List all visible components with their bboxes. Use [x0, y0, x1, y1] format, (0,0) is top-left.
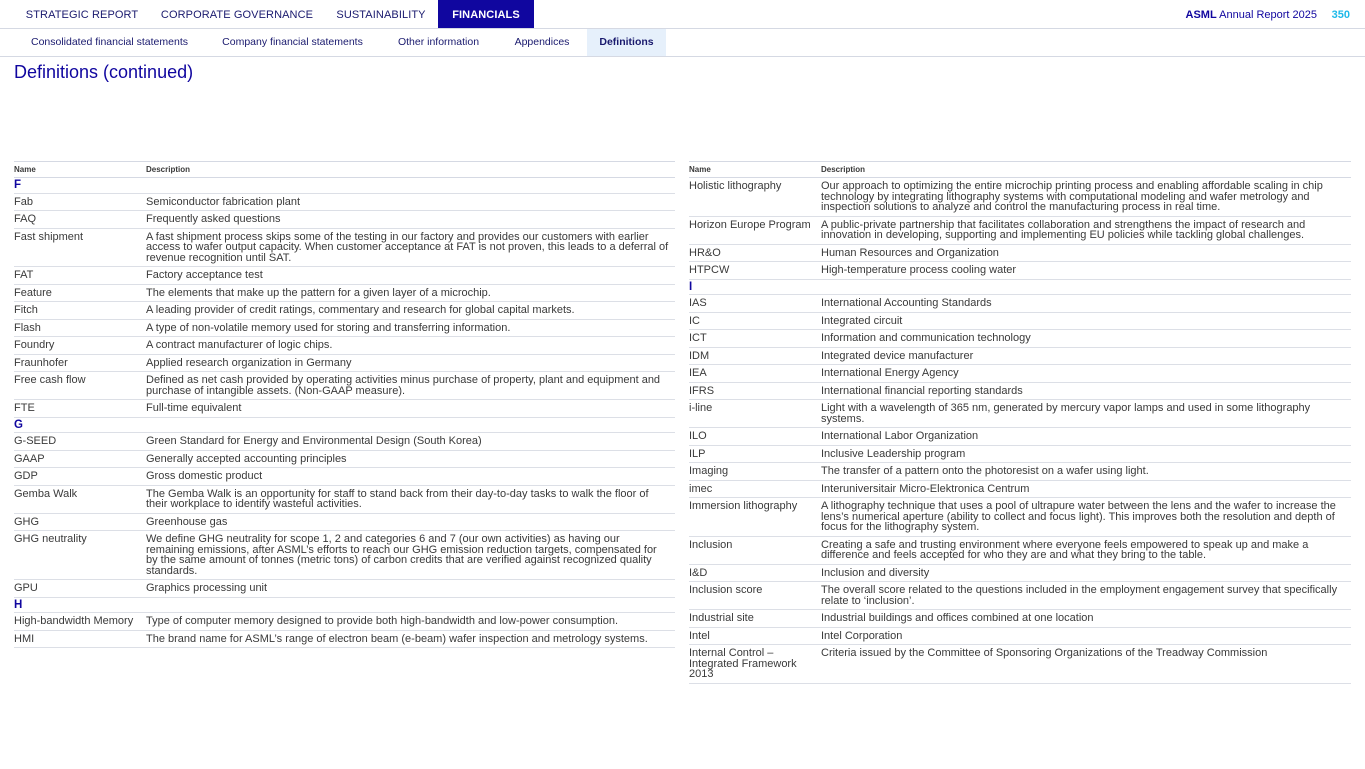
table-row	[14, 450, 675, 468]
term-name: HR&O	[689, 244, 821, 262]
table-header-row	[689, 162, 1351, 178]
term-name: Fab	[14, 193, 146, 211]
table-row	[689, 480, 1351, 498]
section-letter: G	[14, 417, 675, 433]
section-letter-row	[689, 279, 1351, 295]
term-name: IFRS	[689, 382, 821, 400]
term-description: Full-time equivalent	[146, 400, 675, 418]
term-name: Holistic lithography	[689, 178, 821, 217]
term-description: Inclusion and diversity	[821, 564, 1351, 582]
term-description: Criteria issued by the Committee of Sponsoring Organizations of the Treadway Commission	[821, 645, 1351, 684]
term-description: Factory acceptance test	[146, 267, 675, 285]
table-row	[689, 627, 1351, 645]
term-name: GHG neutrality	[14, 531, 146, 580]
table-row	[689, 536, 1351, 564]
term-description: Human Resources and Organization	[821, 244, 1351, 262]
table-row	[14, 468, 675, 486]
brand-name: ASML	[1185, 9, 1217, 21]
column-header-description: Description	[821, 162, 1351, 178]
subtab-definitions[interactable]: Definitions	[587, 29, 666, 56]
table-row	[689, 400, 1351, 428]
term-description: A contract manufacturer of logic chips.	[146, 337, 675, 355]
table-row	[689, 330, 1351, 348]
term-name: FAT	[14, 267, 146, 285]
table-row	[689, 365, 1351, 383]
table-row	[689, 645, 1351, 684]
term-description: Gross domestic product	[146, 468, 675, 486]
table-row	[689, 347, 1351, 365]
table-row	[689, 295, 1351, 313]
term-name: Feature	[14, 284, 146, 302]
table-row	[14, 302, 675, 320]
section-letter: H	[14, 597, 675, 613]
table-row	[14, 485, 675, 513]
term-name: Inclusion	[689, 536, 821, 564]
term-name: ILO	[689, 428, 821, 446]
term-name: Intel	[689, 627, 821, 645]
column-header-name: Name	[14, 162, 146, 178]
term-description: A leading provider of credit ratings, commentary and research for global capital markets.	[146, 302, 675, 320]
table-row	[14, 319, 675, 337]
table-row	[689, 610, 1351, 628]
table-row	[689, 382, 1351, 400]
term-description: A public-private partnership that facilitates collaboration and strengthens the impact of research and innovation in developing, supporting and implementing EU policies while tackling global challenges.	[821, 216, 1351, 244]
table-row	[14, 267, 675, 285]
table-row	[689, 262, 1351, 280]
subtab-appendices[interactable]: Appendices	[514, 36, 570, 48]
term-name: G-SEED	[14, 433, 146, 451]
term-description: The transfer of a pattern onto the photoresist on a wafer using light.	[821, 463, 1351, 481]
definitions-table-right	[689, 161, 1351, 684]
term-description: Creating a safe and trusting environment where everyone feels empowered to speak up and make a difference and feels accepted for who they are and what they bring to the table.	[821, 536, 1351, 564]
term-description: Our approach to optimizing the entire microchip printing process and enabling affordable scaling in chip technology by integrating lithography systems with computational modeling and wafer metrology and inspection solutions to analyze and control the manufacturing process in real time.	[821, 178, 1351, 217]
term-description: Type of computer memory designed to provide both high-bandwidth and low-power consumption.	[146, 613, 675, 631]
term-name: Industrial site	[689, 610, 821, 628]
term-name: Internal Control – Integrated Framework 2013	[689, 645, 821, 684]
section-letter-row	[14, 178, 675, 194]
tab-sustainability[interactable]: SUSTAINABILITY	[336, 9, 426, 21]
term-name: High-bandwidth Memory	[14, 613, 146, 631]
term-name: IC	[689, 312, 821, 330]
term-name: Imaging	[689, 463, 821, 481]
tab-financials[interactable]: FINANCIALS	[438, 0, 534, 28]
subtab-other-information[interactable]: Other information	[397, 36, 480, 48]
term-name: Fitch	[14, 302, 146, 320]
term-description: Industrial buildings and offices combined at one location	[821, 610, 1351, 628]
term-description: The Gemba Walk is an opportunity for staff to stand back from their day-to-day tasks to walk the floor of their workplace to identify wasteful activities.	[146, 485, 675, 513]
table-row	[14, 284, 675, 302]
term-name: ICT	[689, 330, 821, 348]
term-name: Horizon Europe Program	[689, 216, 821, 244]
table-row	[14, 228, 675, 267]
term-name: i-line	[689, 400, 821, 428]
tab-corporate-governance[interactable]: CORPORATE GOVERNANCE	[160, 9, 314, 21]
term-description: The elements that make up the pattern for a given layer of a microchip.	[146, 284, 675, 302]
term-description: A fast shipment process skips some of the testing in our factory and provides our customers with earlier access to wafer output capacity. When customer acceptance at FAT is not proven, this leads to a deferral of revenue recognition until SAT.	[146, 228, 675, 267]
term-name: Fast shipment	[14, 228, 146, 267]
definitions-table-left	[14, 161, 675, 648]
term-description: Integrated circuit	[821, 312, 1351, 330]
term-description: International financial reporting standards	[821, 382, 1351, 400]
term-name: IEA	[689, 365, 821, 383]
page-title: Definitions (continued)	[14, 62, 194, 82]
term-description: Generally accepted accounting principles	[146, 450, 675, 468]
table-header-row	[14, 162, 675, 178]
section-letter: F	[14, 178, 675, 194]
table-row	[14, 630, 675, 648]
term-name: Fraunhofer	[14, 354, 146, 372]
table-row	[689, 428, 1351, 446]
term-description: Applied research organization in Germany	[146, 354, 675, 372]
term-description: International Energy Agency	[821, 365, 1351, 383]
term-name: imec	[689, 480, 821, 498]
table-row	[689, 244, 1351, 262]
term-name: I&D	[689, 564, 821, 582]
term-description: A lithography technique that uses a pool of ultrapure water between the lens and the wafer to increase the lens’s numerical aperture (ability to collect and focus light). This improves both the resolution and depth of focus for the lithography system.	[821, 498, 1351, 537]
table-row	[689, 445, 1351, 463]
term-description: Green Standard for Energy and Environmental Design (South Korea)	[146, 433, 675, 451]
term-name: FTE	[14, 400, 146, 418]
table-row	[689, 312, 1351, 330]
term-description: Interuniversitair Micro-Elektronica Centrum	[821, 480, 1351, 498]
column-header-description: Description	[146, 162, 675, 178]
table-row	[14, 337, 675, 355]
term-name: ILP	[689, 445, 821, 463]
term-description: High-temperature process cooling water	[821, 262, 1351, 280]
term-description: Inclusive Leadership program	[821, 445, 1351, 463]
term-name: FAQ	[14, 211, 146, 229]
table-row	[689, 463, 1351, 481]
sub-navigation	[0, 29, 1365, 57]
report-title: Annual Report 2025	[1219, 9, 1317, 21]
section-letter: I	[689, 279, 1351, 295]
term-description: The overall score related to the questions included in the employment engagement survey that specifically relate to ‘inclusion’.	[821, 582, 1351, 610]
section-letter-row	[14, 417, 675, 433]
term-name: Inclusion score	[689, 582, 821, 610]
term-description: The brand name for ASML’s range of electron beam (e-beam) wafer inspection and metrology systems.	[146, 630, 675, 648]
term-name: GPU	[14, 580, 146, 598]
table-row	[14, 613, 675, 631]
term-description: Frequently asked questions	[146, 211, 675, 229]
table-row	[689, 178, 1351, 217]
table-row	[689, 582, 1351, 610]
term-description: Intel Corporation	[821, 627, 1351, 645]
term-name: Flash	[14, 319, 146, 337]
term-description: International Accounting Standards	[821, 295, 1351, 313]
term-name: GHG	[14, 513, 146, 531]
table-row	[689, 498, 1351, 537]
table-row	[14, 211, 675, 229]
column-header-name: Name	[689, 162, 821, 178]
term-description: Defined as net cash provided by operating activities minus purchase of property, plant and equipment and purchase of intangible assets. (Non-GAAP measure).	[146, 372, 675, 400]
subtab-consolidated-financial-statements[interactable]: Consolidated financial statements	[30, 36, 188, 48]
page-number: 350	[1331, 9, 1350, 21]
term-name: Gemba Walk	[14, 485, 146, 513]
top-navigation	[0, 0, 1365, 29]
term-name: HTPCW	[689, 262, 821, 280]
section-letter-row	[14, 597, 675, 613]
term-name: GDP	[14, 468, 146, 486]
table-row	[14, 372, 675, 400]
table-row	[14, 354, 675, 372]
table-row	[14, 400, 675, 418]
table-row	[14, 531, 675, 580]
term-name: Immersion lithography	[689, 498, 821, 537]
term-description: Light with a wavelength of 365 nm, generated by mercury vapor lamps and used in some lithography systems.	[821, 400, 1351, 428]
term-name: IDM	[689, 347, 821, 365]
term-name: Free cash flow	[14, 372, 146, 400]
term-description: A type of non-volatile memory used for storing and transferring information.	[146, 319, 675, 337]
table-row	[689, 216, 1351, 244]
table-row	[14, 580, 675, 598]
term-description: International Labor Organization	[821, 428, 1351, 446]
table-row	[14, 433, 675, 451]
report-brand	[1186, 0, 1317, 28]
term-name: GAAP	[14, 450, 146, 468]
term-description: We define GHG neutrality for scope 1, 2 and categories 6 and 7 (our own activities) as having our remaining emissions, after ASML’s efforts to reach our GHG emission reduction targets, compensated for by the same amount of tonnes (metric tons) of carbon credits that are verified against recognized quality standards.	[146, 531, 675, 580]
term-description: Graphics processing unit	[146, 580, 675, 598]
term-name: IAS	[689, 295, 821, 313]
table-row	[14, 193, 675, 211]
subtab-company-financial-statements[interactable]: Company financial statements	[222, 36, 363, 48]
term-description: Greenhouse gas	[146, 513, 675, 531]
table-row	[14, 513, 675, 531]
term-description: Semiconductor fabrication plant	[146, 193, 675, 211]
table-row	[689, 564, 1351, 582]
term-description: Information and communication technology	[821, 330, 1351, 348]
term-description: Integrated device manufacturer	[821, 347, 1351, 365]
tab-strategic-report[interactable]: STRATEGIC REPORT	[25, 9, 139, 21]
term-name: Foundry	[14, 337, 146, 355]
term-name: HMI	[14, 630, 146, 648]
